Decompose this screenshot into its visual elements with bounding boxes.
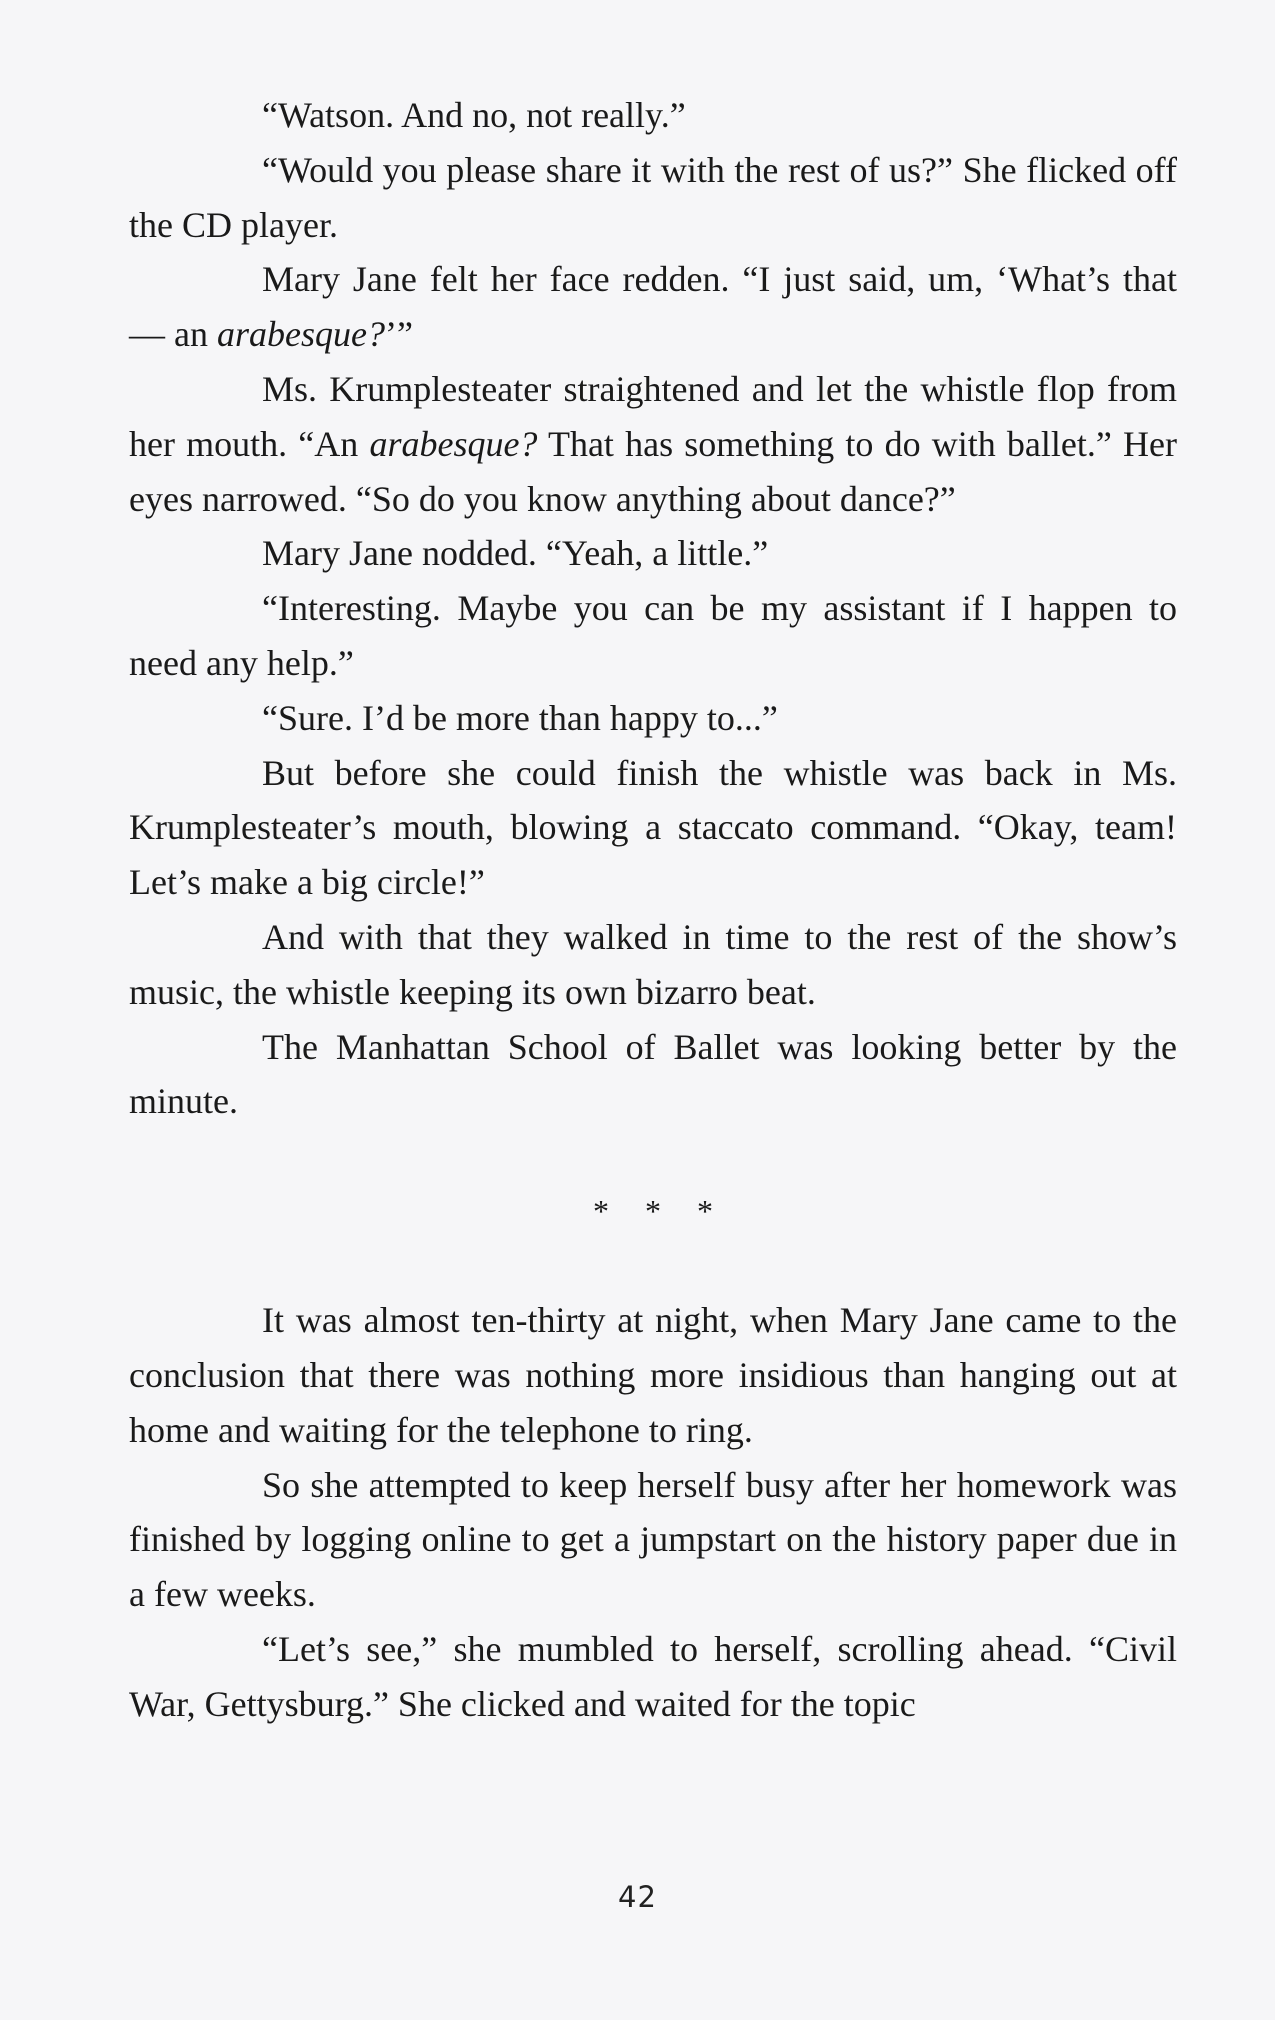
paragraph <box>129 526 1177 581</box>
paragraph <box>129 362 1177 526</box>
paragraph <box>129 581 1177 691</box>
paragraph <box>129 1458 1177 1622</box>
paragraph-text: The Manhattan School of Ballet was looking better by the minute. <box>129 1026 1177 1122</box>
paragraph-text: But before she could finish the whistle was back in Ms. Krumplesteater’s mouth, blowing a staccato command. “Okay, team! Let’s make a big circle!” <box>129 752 1177 903</box>
paragraph-text-after: ’” <box>384 314 413 355</box>
paragraph-text: “Watson. And no, not really.” <box>262 95 686 135</box>
paragraph-text: “Let’s see,” she mumbled to herself, scrolling ahead. “Civil War, Gettysburg.” She clicked and waited for the topic <box>129 1628 1177 1724</box>
paragraph <box>129 746 1177 910</box>
paragraph <box>129 691 1177 746</box>
paragraph-text: And with that they walked in time to the rest of the show’s music, the whistle keeping its own bizarro beat. <box>129 916 1177 1012</box>
paragraph-text: “Interesting. Maybe you can be my assistant if I happen to need any help.” <box>129 588 1177 683</box>
paragraph-text: Mary Jane felt her face redden. “I just said, um, ‘What’s that — an <box>129 259 1177 355</box>
paragraph-text: Ms. Krumplesteater straightened and let the whistle flop from her mouth. “An <box>129 368 1177 464</box>
paragraph <box>129 1020 1177 1130</box>
italic-word: arabesque? <box>216 314 385 355</box>
paragraph <box>129 1622 1177 1732</box>
body-text <box>129 88 1177 1732</box>
paragraph-text: It was almost ten-thirty at night, when Mary Jane came to the conclusion that there was nothing more insidious than hanging out at home and waiting for the telephone to ring. <box>129 1300 1177 1450</box>
paragraph-text-after: That has something to do with ballet.” Her eyes narrowed. “So do you know anything about dance?” <box>129 423 1177 519</box>
page-number: 42 <box>618 1880 657 1914</box>
paragraph-text: So she attempted to keep herself busy after her homework was finished by logging online to get a jumpstart on the history paper due in a few weeks. <box>129 1464 1177 1615</box>
paragraph <box>129 143 1177 253</box>
paragraph <box>129 1293 1177 1457</box>
paragraph-text: “Sure. I’d be more than happy to...” <box>262 697 778 738</box>
paragraph <box>129 88 1177 143</box>
paragraph <box>129 252 1177 362</box>
paragraph-text: “Would you please share it with the rest of us?” She flicked off the CD player. <box>129 149 1177 245</box>
paragraph <box>129 910 1177 1020</box>
paragraph-text: Mary Jane nodded. “Yeah, a little.” <box>262 533 769 574</box>
italic-word: arabesque? <box>369 423 538 464</box>
section-break: * * * <box>593 1193 727 1230</box>
